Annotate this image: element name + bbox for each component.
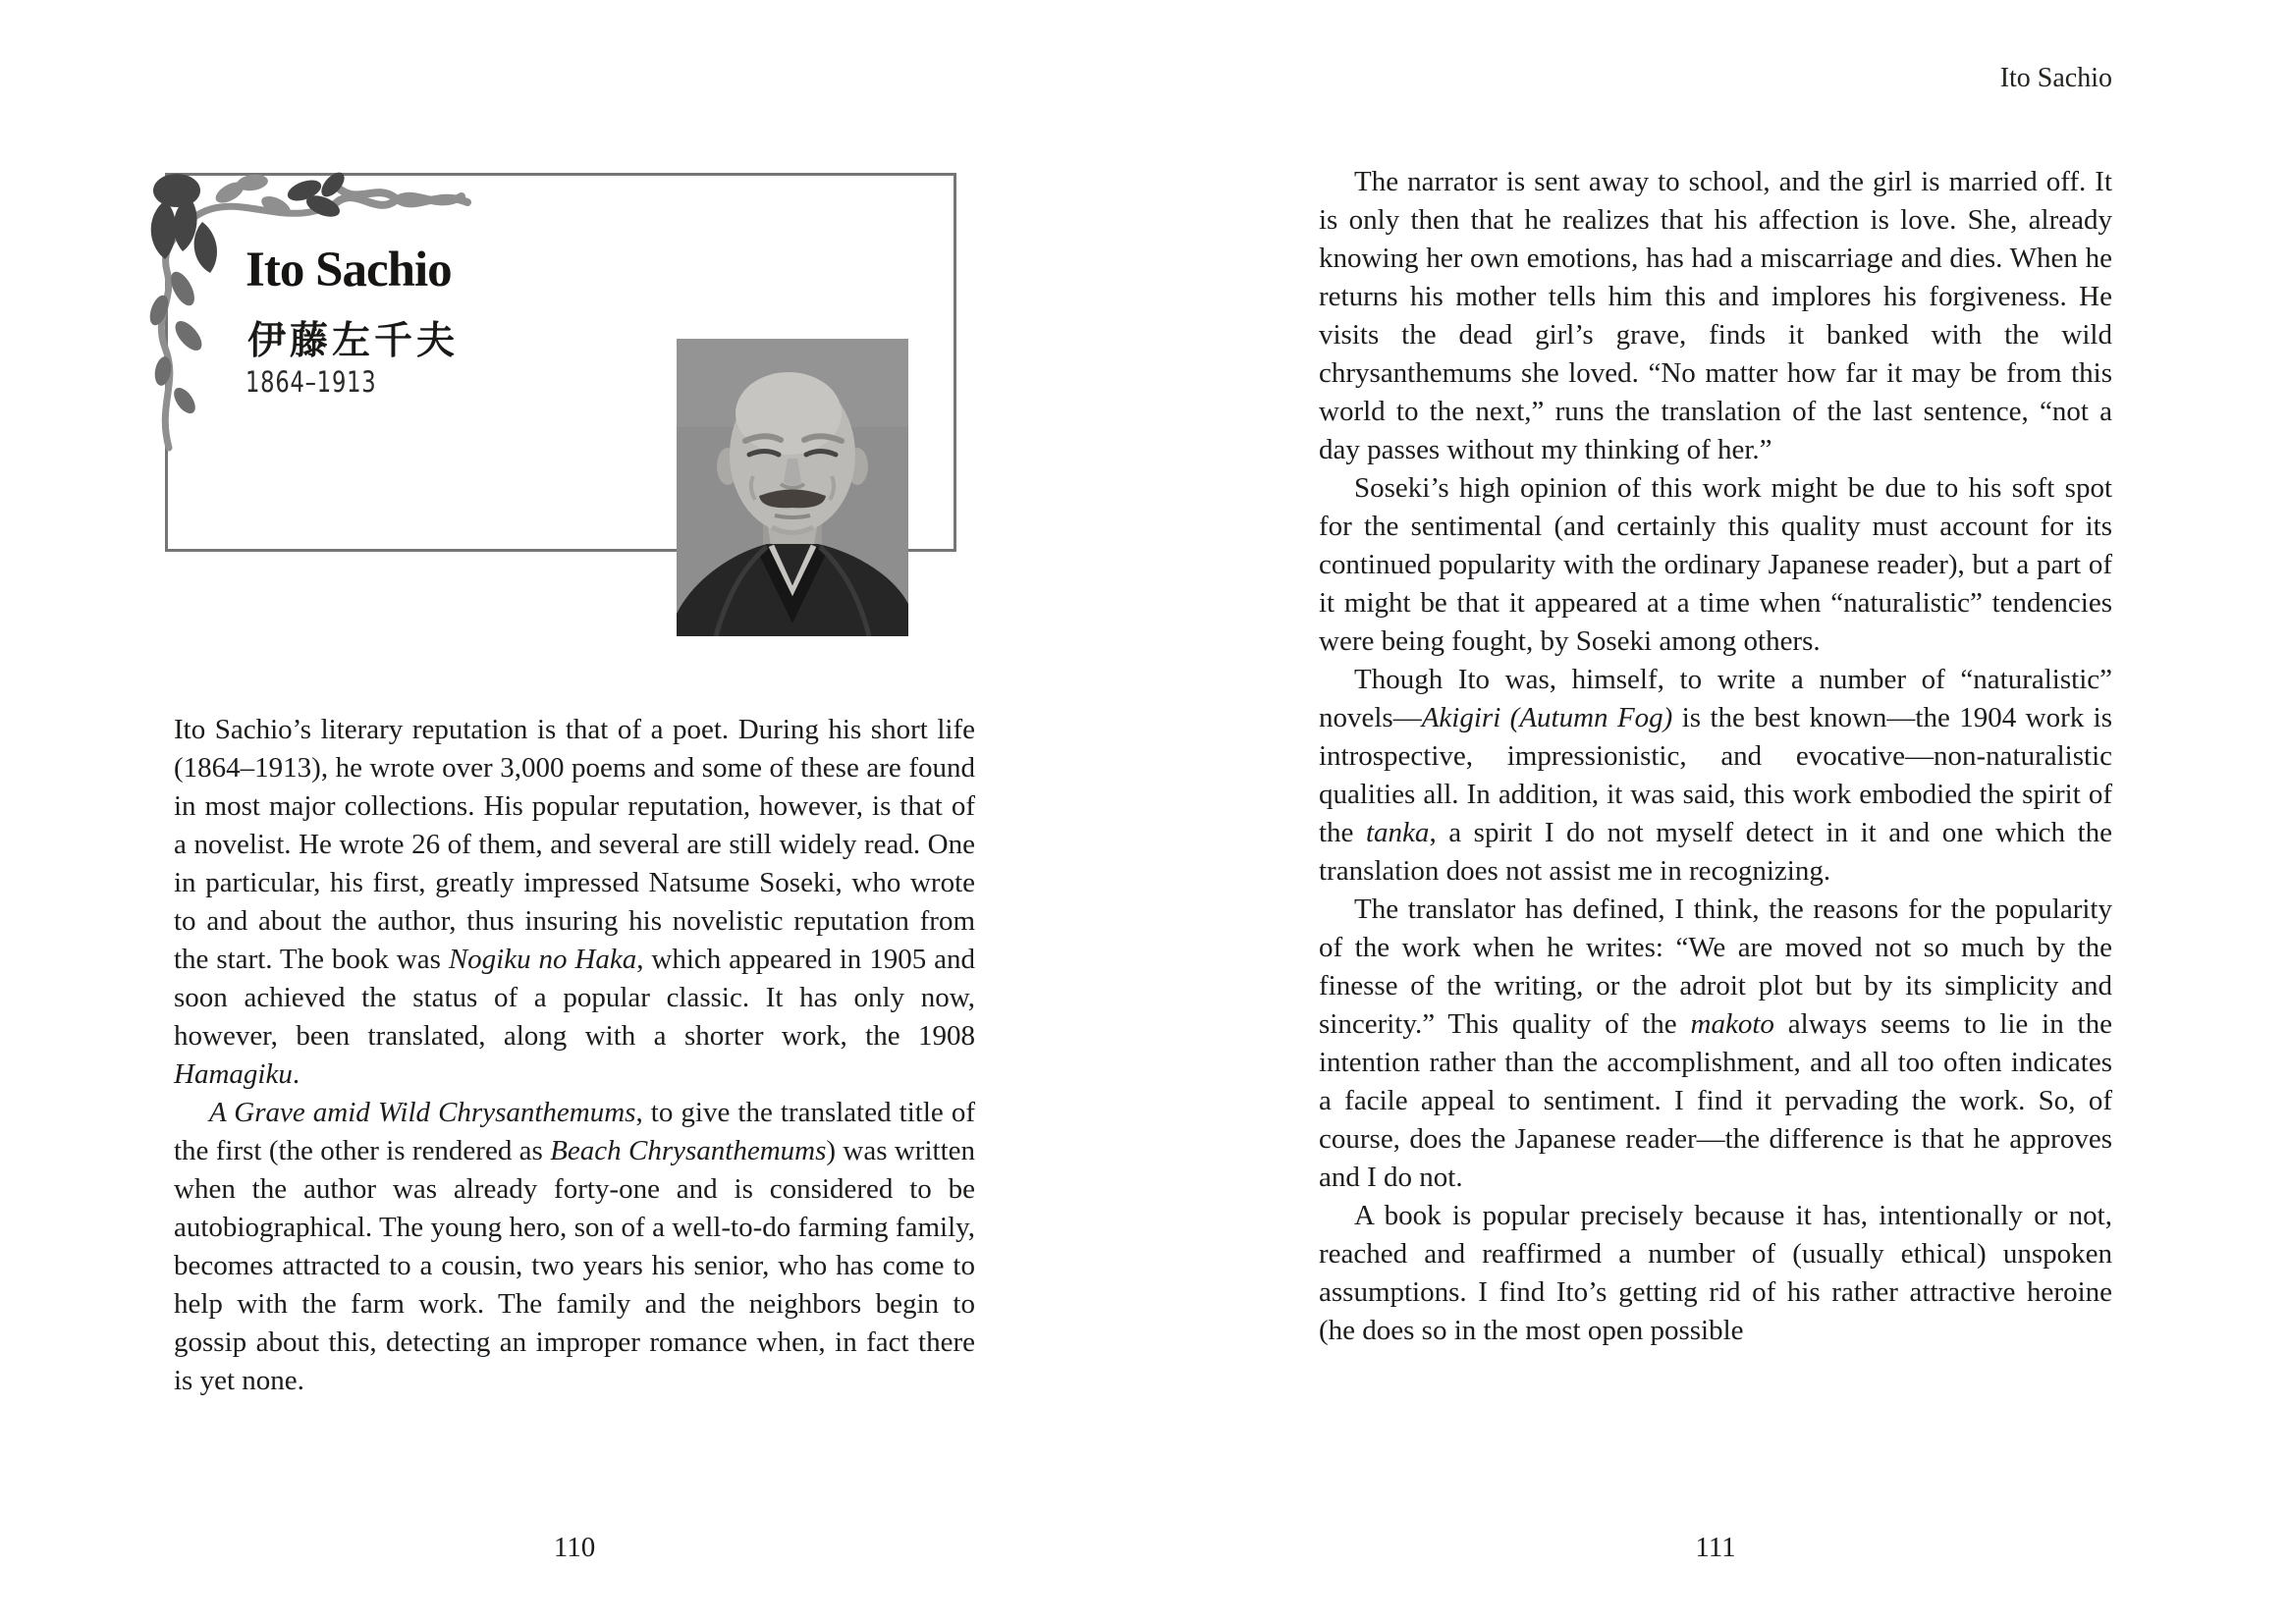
paragraph	[174, 711, 975, 1094]
author-portrait-photo	[677, 339, 908, 636]
paragraph	[1319, 891, 2112, 1197]
paragraph	[174, 1094, 975, 1400]
text-run: ) was written when the author was already forty-one and is considered to be autobiographical. The young hero, son of a well-to-do farming family, becomes attracted to a cousin, two years his senior, who has come to help with the farm work. The family and the neighbors begin to gossip about this, detecting an improper romance when, in fact there is yet none.	[174, 1135, 976, 1396]
author-dates: 1864–1913	[245, 365, 377, 399]
text-run: Soseki’s high opinion of this work might be due to his soft spot for the sentimental (and certainly this quality must account for its continued popularity with the ordinary Japanese reader), but a part of it might be that it appeared at a time when “naturalistic” tendencies were being fought, by Soseki among others.	[1319, 472, 2112, 657]
author-name: Ito Sachio	[245, 243, 452, 298]
paragraph	[1319, 163, 2112, 469]
floral-corner-ornament-icon	[136, 141, 481, 471]
right-page-body-text	[1319, 163, 2112, 1350]
text-run: , to give the translated title of the first (the other is rendered as	[174, 1097, 975, 1166]
text-run: .	[292, 1058, 300, 1090]
text-run: A book is popular precisely because it has, intentionally or not, reached and reaffirmed a number of (usually ethical) unspoken assumptions. I find Ito’s getting rid of his rather attractive heroine (he does so in the most open possible	[1319, 1200, 2112, 1346]
paragraph	[1319, 469, 2112, 661]
left-page-body-text	[174, 711, 975, 1400]
running-header: Ito Sachio	[1999, 63, 2112, 93]
text-run: Though Ito was, himself, to write a number of “naturalistic” novels—	[1319, 664, 2112, 733]
right-page-number: 111	[1695, 1532, 1736, 1563]
italic-text-run: A Grave amid Wild Chrysanthemums	[209, 1097, 636, 1128]
text-run: , which appeared in 1905 and soon achieved the status of a popular classic. It has only now, however, been translated, along with a shorter work, the 1908	[174, 944, 975, 1052]
italic-text-run: Beach Chrysanthemums	[550, 1135, 827, 1166]
paragraph	[1319, 1197, 2112, 1350]
italic-text-run: makoto	[1690, 1008, 1774, 1040]
paragraph	[1319, 661, 2112, 891]
text-run: Ito Sachio’s literary reputation is that of a poet. During his short life (1864–1913), he wrote over 3,000 poems and some of these are found in most major collections. His popular reputation, however, is that of a novelist. He wrote 26 of them, and several are still widely read. One in particular, his first, greatly impressed Natsume Soseki, who wrote to and about the author, thus insuring his novelistic reputation from the start. The book was	[174, 714, 975, 975]
text-run: always seems to lie in the intention rather than the accomplishment, and all too often indicates a facile appeal to sentiment. I find it pervading the work. So, of course, does the Japanese reader—the difference is that he approves and I do not.	[1319, 1008, 2112, 1193]
italic-text-run: Nogiku no Haka	[448, 944, 637, 975]
text-run: is the best known—the 1904 work is introspective, impressionistic, and evocative—non-naturalistic qualities all. In addition, it was said, this work embodied the spirit of the	[1319, 702, 2112, 848]
italic-text-run: Akigiri (Autumn Fog)	[1421, 702, 1673, 733]
text-run: The narrator is sent away to school, and the girl is married off. It is only then that he realizes that his affection is love. She, already knowing her own emotions, has had a miscarriage and dies. When he returns his mother tells him this and implores his forgiveness. He visits the dead girl’s grave, finds it banked with the wild chrysanthemums she loved. “No matter how far it may be from this world to the next,” runs the translation of the last sentence, “not a day passes without my thinking of her.”	[1319, 166, 2112, 465]
text-run: , a spirit I do not myself detect in it and one which the translation does not assist me in recognizing.	[1319, 817, 2113, 887]
author-name-japanese: 伊藤左千夫	[247, 319, 460, 363]
italic-text-run: Hamagiku	[174, 1058, 293, 1090]
text-run: The translator has defined, I think, the reasons for the popularity of the work when he writes: “We are moved not so much by the finesse of the writing, or the adroit plot but by its simplicity and sincerity.” This quality of the	[1319, 893, 2112, 1040]
italic-text-run: tanka	[1366, 817, 1430, 848]
left-page-number: 110	[553, 1532, 596, 1563]
